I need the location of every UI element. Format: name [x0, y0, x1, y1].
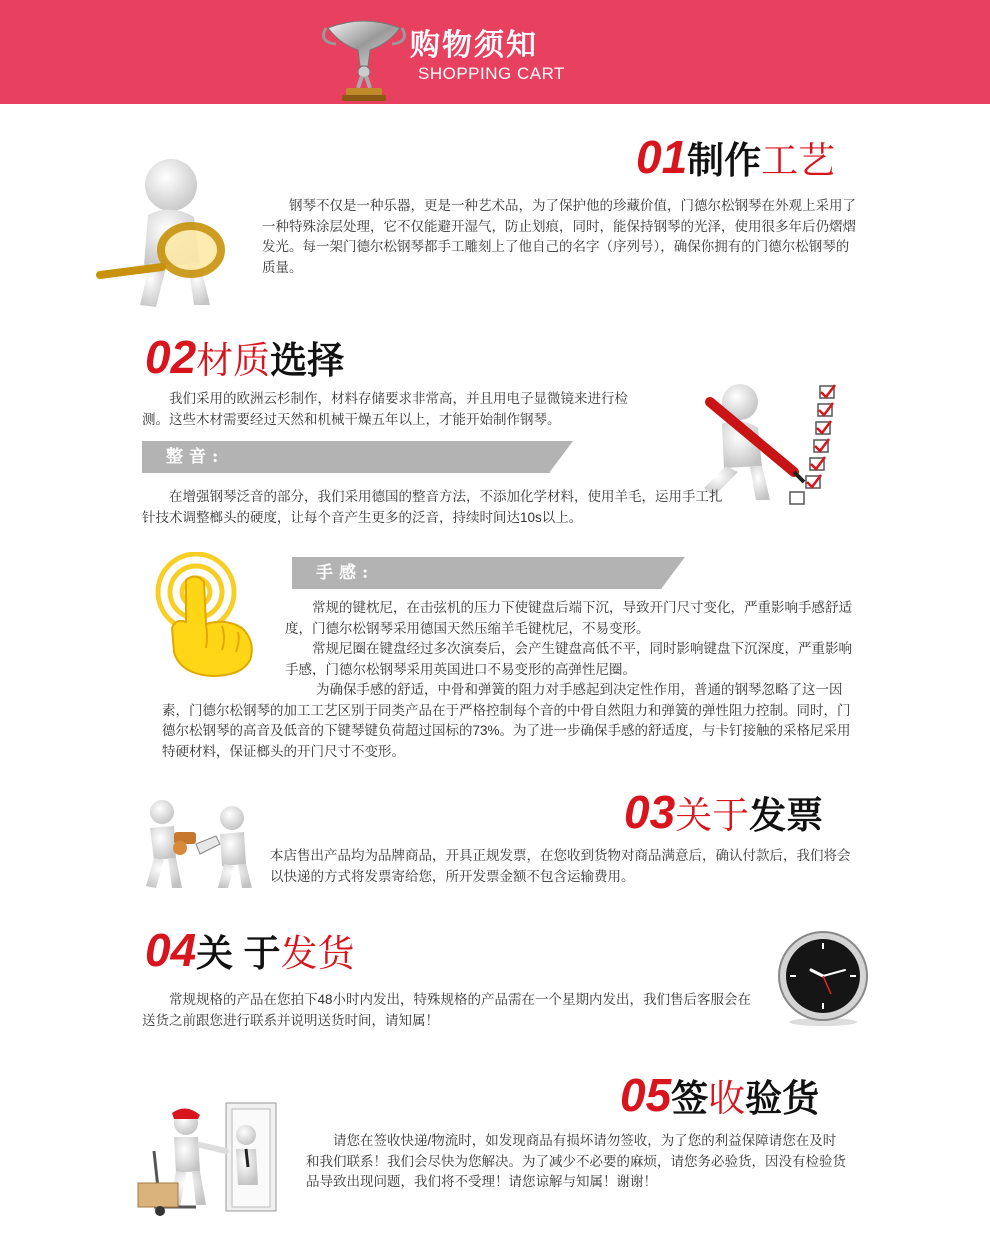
section-01-text: 钢琴不仅是一种乐器，更是一种艺术品，为了保护他的珍藏价值，门德尔松钢琴在外观上采用了一种特殊涂层处理，它不仅能避开湿气，防止划痕，同时，能保持钢琴的光泽，使用很多年后仍熠熠发光。每一架门德尔松钢琴都手工雕刻上了他自己的名字（序列号），确保你拥有的门德尔松钢琴的质量。	[262, 198, 856, 275]
handshake-figures-icon	[140, 796, 255, 892]
section-02-title-part1: 材质	[196, 340, 271, 381]
section-04-number: 04	[145, 924, 197, 976]
section-05-number: 05	[620, 1069, 672, 1121]
tuning-band-arrow	[549, 441, 573, 473]
section-05-title-part2: 收	[708, 1078, 746, 1119]
wall-clock-icon	[775, 930, 875, 1030]
section-04-title-part1: 关 于	[196, 933, 281, 974]
touch-text-1: 常规的键枕尼，在击弦机的压力下使键盘后端下沉，导致开门尺寸变化，严重影响手感舒适度，门德尔松钢琴采用德国天然压缩羊毛键枕尼，不易变形。 常规尼圈在键盘经过多次演奏后，会产生键盘高低不平，同时影响键盘下沉深度，严重影响手感，门德尔松钢琴采用英国进口不易变形的高弹性尼圈。	[285, 600, 852, 677]
section-03-heading	[624, 785, 823, 839]
section-05-title-part3: 验货	[745, 1078, 820, 1119]
tuning-text: 在增强钢琴泛音的部分，我们采用德国的整音方法，不添加化学材料，使用羊毛，运用手工扎针技术调整榔头的硬度，让每个音产生更多的泛音，持续时间达10s以上。	[142, 489, 723, 525]
section-03-number: 03	[624, 786, 676, 838]
touch-band	[292, 557, 662, 589]
section-02-heading	[145, 330, 344, 384]
section-03-title-part2: 发票	[749, 795, 824, 836]
section-01-title-part2: 工艺	[761, 140, 836, 181]
section-02-number: 02	[145, 331, 197, 383]
section-04-text: 常规规格的产品在您拍下48小时内发出，特殊规格的产品需在一个星期内发出，我们售后客服会在送货之前跟您进行联系并说明送货时间，请知属！	[142, 992, 752, 1028]
tuning-band	[142, 441, 550, 473]
section-01-heading	[636, 130, 835, 184]
section-01-title-part1: 制作	[687, 140, 762, 181]
section-04-title-part2: 发货	[280, 933, 355, 974]
touch-band-arrow	[661, 557, 685, 589]
section-05-title-part1: 签	[671, 1078, 709, 1119]
banner-subtitle: SHOPPING CART	[418, 64, 565, 83]
banner-title: 购物须知	[410, 29, 538, 62]
section-05-heading	[620, 1068, 819, 1122]
trophy-icon	[318, 14, 410, 104]
magnifier-figure-icon	[96, 155, 246, 315]
section-04-heading	[145, 923, 354, 977]
section-05-text: 请您在签收快递/物流时，如发现商品有损坏请勿签收，为了您的利益保障请您在及时和我们联系！我们会尽快为您解决。为了减少不必要的麻烦，请您务必验货，因没有检验货品导致出现问题，我们将不受理！请您谅解与知属！谢谢！	[306, 1133, 846, 1189]
section-02-title-part2: 选择	[270, 340, 345, 381]
section-03-text: 本店售出产品均为品牌商品，开具正规发票，在您收到货物对商品满意后，确认付款后，我们将会以快递的方式将发票寄给您，所开发票金额不包含运输费用。	[270, 848, 851, 884]
delivery-figure-icon	[134, 1095, 284, 1217]
section-02-text: 我们采用的欧洲云杉制作，材料存储要求非常高，并且用电子显微镜来进行检测。这些木材需要经过天然和机械干燥五年以上，才能开始制作钢琴。	[142, 391, 628, 427]
touch-text-2: 为确保手感的舒适，中骨和弹簧的阻力对手感起到决定性作用，普通的钢琴忽略了这一因素，门德尔松钢琴的加工工艺区别于同类产品在于严格控制每个音的中骨自然阻力和弹簧的弹性阻力控制。同时，门德尔松钢琴的高音及低音的下键琴键负荷超过国标的73%。为了进一步确保手感的舒适度，与卡钉接触的采格尼采用特硬材料，保证榔头的开门尺寸不变形。	[162, 682, 851, 759]
touch-band-label: 手感:	[316, 563, 375, 583]
section-01-number: 01	[636, 131, 688, 183]
tuning-band-label: 整音:	[166, 447, 225, 467]
pointing-hand-icon	[146, 552, 266, 682]
section-03-title-part1: 关于	[675, 795, 750, 836]
